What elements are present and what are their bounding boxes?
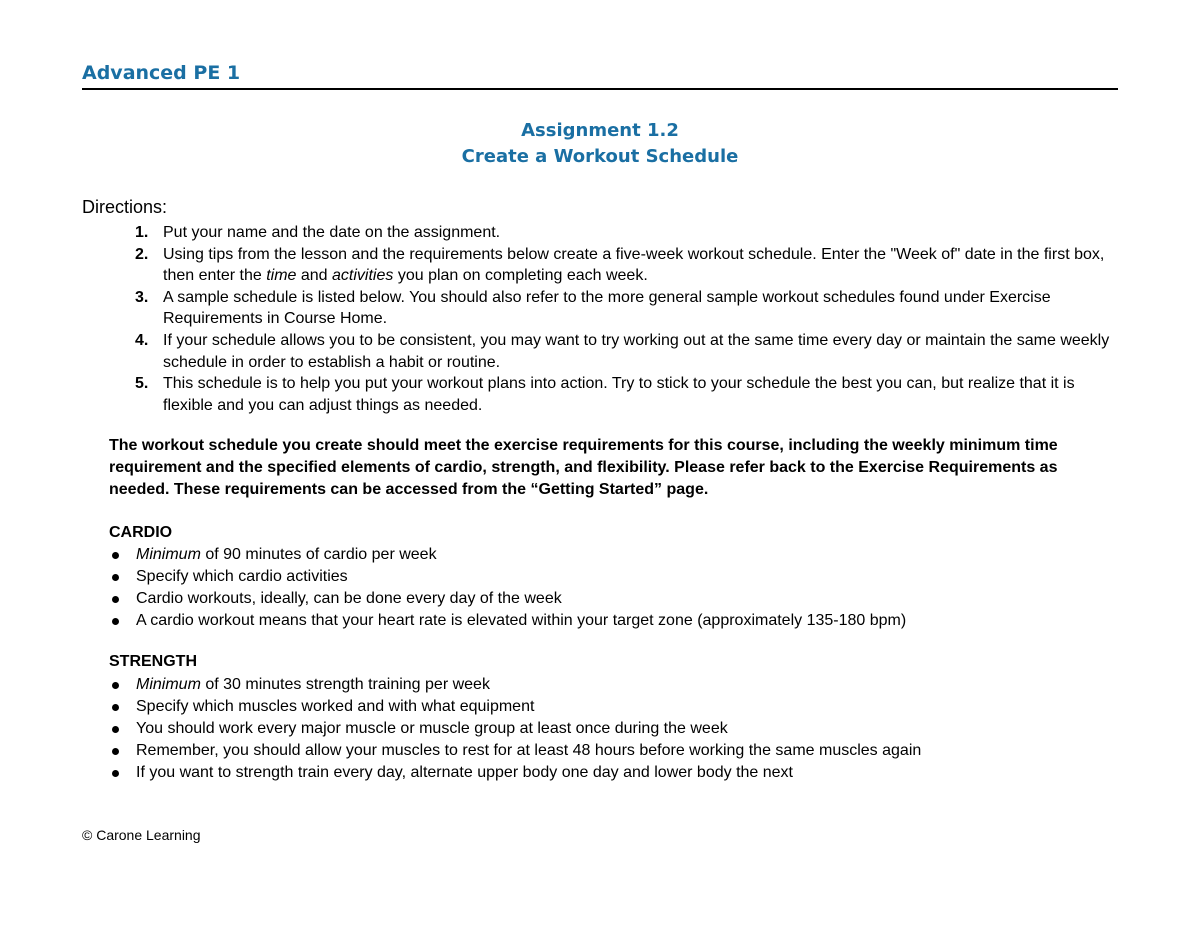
cardio-list [109, 544, 1099, 632]
item-text: of 90 minutes of cardio per week [200, 546, 437, 563]
item-text: A cardio workout means that your heart rate is elevated within your target zone (approximately 135-180 bpm) [136, 612, 907, 629]
assignment-title: Create a Workout Schedule [461, 146, 739, 167]
assignment-number: Assignment 1.2 [521, 120, 679, 141]
strength-list [109, 674, 1099, 784]
item-text: Cardio workouts, ideally, can be done every day of the week [136, 590, 562, 607]
item-emphasis: Minimum [136, 546, 201, 563]
direction-item [135, 373, 1110, 416]
list-item [109, 674, 1099, 696]
direction-number: 5. [135, 375, 149, 393]
direction-number: 2. [135, 245, 149, 263]
bullet-icon [112, 552, 119, 559]
direction-text: A sample schedule is listed below. You should also refer to the more general sample workout schedules found under Exercise Requirements in Course Home. [163, 288, 1051, 328]
requirements-note: The workout schedule you create should meet the exercise requirements for this course, including the weekly minimum time requirement and the specified elements of cardio, strength, and flexibility. Please refer back to the Exercise Requirements as needed. These requirements can be accessed from the “Getting Started” page. [109, 437, 1058, 498]
list-item [109, 762, 1099, 784]
list-item [109, 544, 1099, 566]
directions-list [135, 222, 1110, 416]
bullet-icon [112, 596, 119, 603]
assignment-heading [0, 118, 1200, 170]
bullet-icon [112, 574, 119, 581]
list-item [109, 718, 1099, 740]
item-text: Specify which muscles worked and with what equipment [136, 698, 535, 715]
direction-text: Put your name and the date on the assignment. [163, 224, 501, 241]
direction-text: and [296, 267, 333, 285]
direction-emphasis: activities [332, 267, 394, 285]
bullet-icon [112, 770, 119, 777]
item-text: of 30 minutes strength training per week [200, 676, 490, 693]
bullet-icon [112, 618, 119, 625]
strength-heading: STRENGTH [109, 653, 197, 670]
direction-text: If your schedule allows you to be consistent, you may want to try working out at the same time every day or maintain the same weekly schedule in order to establish a habit or routine. [163, 331, 1110, 371]
direction-item [135, 330, 1110, 373]
cardio-heading: CARDIO [109, 524, 173, 541]
direction-number: 3. [135, 288, 149, 306]
list-item [109, 696, 1099, 718]
item-emphasis: Minimum [136, 676, 201, 693]
direction-text: you plan on completing each week. [393, 267, 648, 285]
item-text: Remember, you should allow your muscles to rest for at least 48 hours before working the same muscles again [136, 742, 922, 759]
bullet-icon [112, 682, 119, 689]
bullet-icon [112, 704, 119, 711]
course-title: Advanced PE 1 [82, 62, 241, 84]
list-item [109, 610, 1099, 632]
bullet-icon [112, 726, 119, 733]
direction-number: 4. [135, 331, 149, 349]
direction-number: 1. [135, 224, 149, 241]
list-item [109, 740, 1099, 762]
direction-text: Using tips from the lesson and the requirements below create a five-week workout schedule. Enter the "Week of" date in the first box, then enter the [163, 245, 1105, 285]
direction-item [135, 287, 1110, 330]
header-divider [82, 88, 1118, 90]
list-item [109, 566, 1099, 588]
item-text: Specify which cardio activities [136, 568, 348, 585]
copyright-footer: © Carone Learning [82, 827, 201, 843]
direction-item [135, 222, 1110, 244]
direction-item [135, 244, 1110, 287]
directions-label: Directions: [82, 197, 168, 217]
list-item [109, 588, 1099, 610]
direction-emphasis: time [266, 267, 297, 285]
item-text: If you want to strength train every day, alternate upper body one day and lower body the next [136, 764, 793, 781]
item-text: You should work every major muscle or muscle group at least once during the week [136, 720, 728, 737]
bullet-icon [112, 748, 119, 755]
direction-text: This schedule is to help you put your workout plans into action. Try to stick to your schedule the best you can, but realize that it is flexible and you can adjust things as needed. [163, 375, 1075, 414]
